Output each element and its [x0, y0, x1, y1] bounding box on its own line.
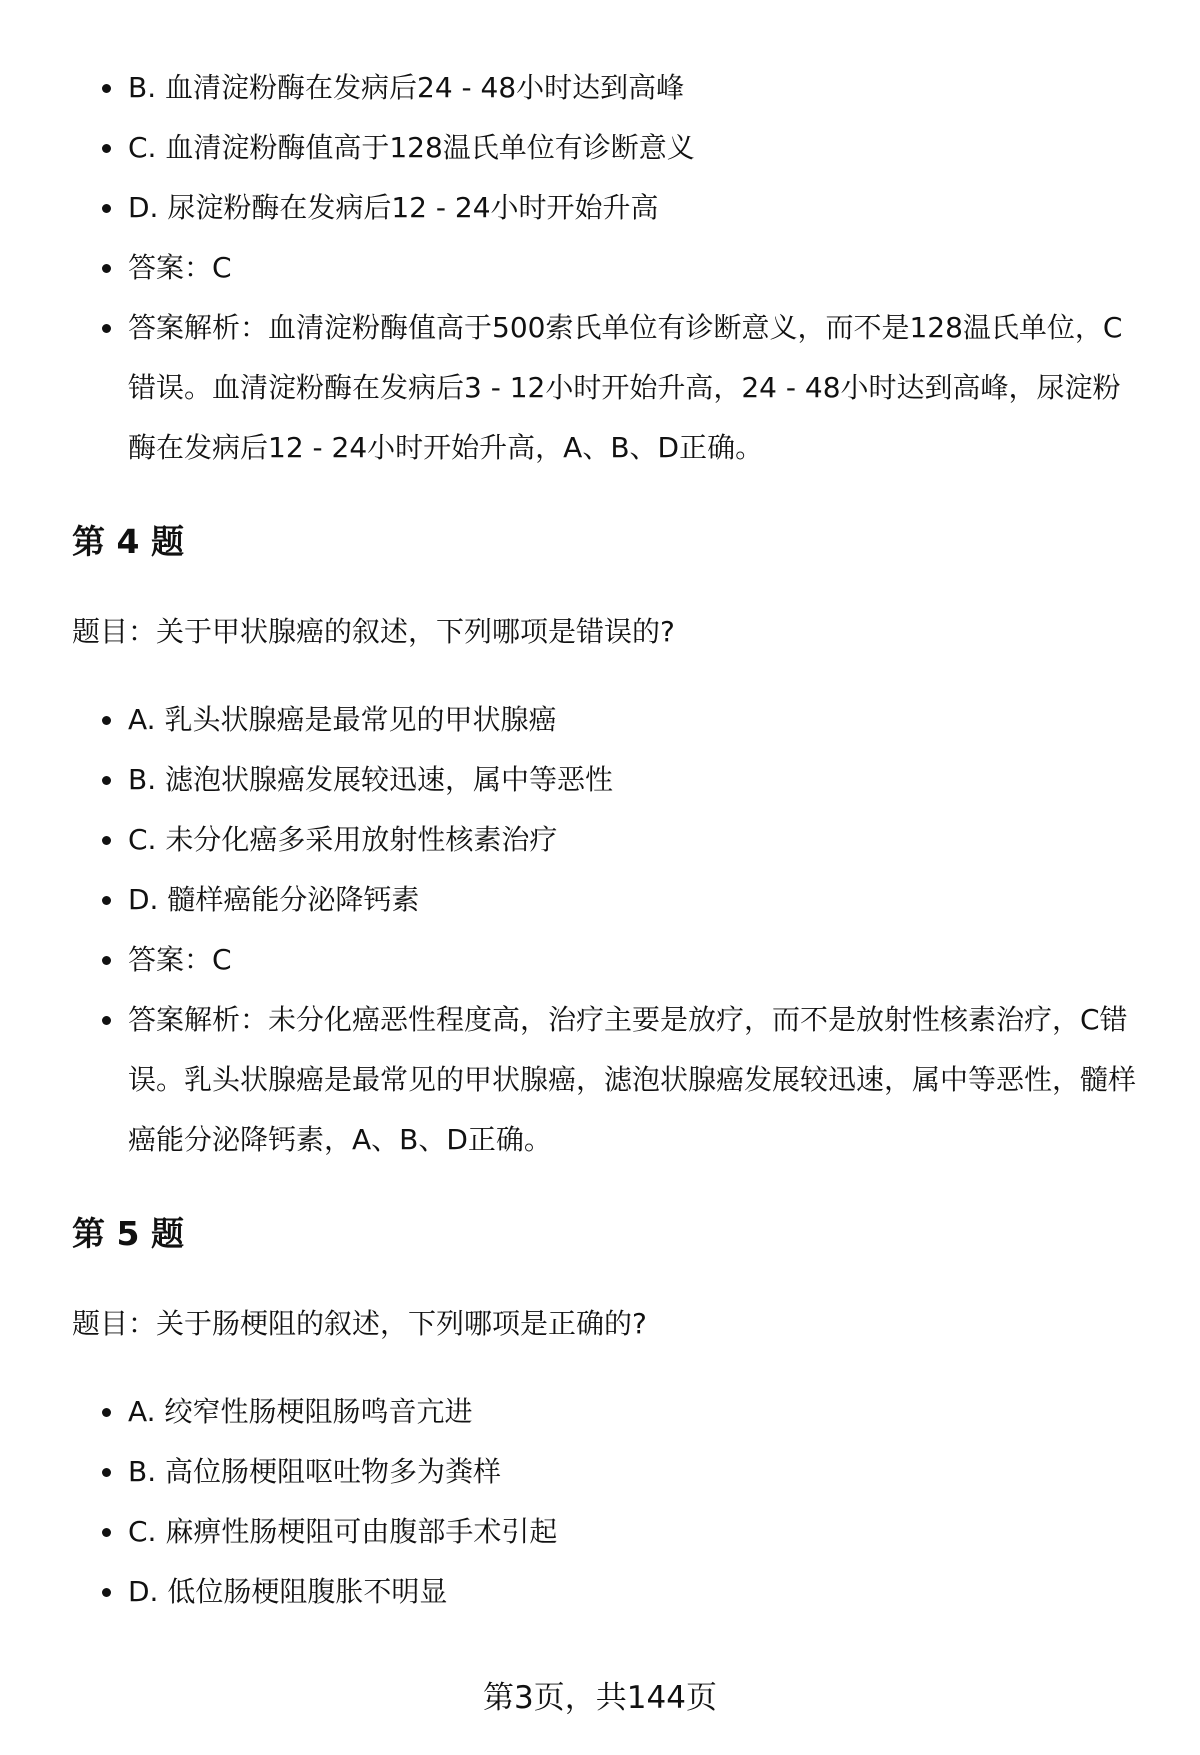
- answer-item: 答案：C: [72, 930, 1140, 990]
- option-item: D. 低位肠梗阻腹胀不明显: [72, 1562, 1140, 1622]
- option-item: D. 髓样癌能分泌降钙素: [72, 870, 1140, 930]
- option-item: D. 尿淀粉酶在发病后12 - 24小时开始升高: [72, 178, 1140, 238]
- option-item: C. 未分化癌多采用放射性核素治疗: [72, 810, 1140, 870]
- analysis-item: 答案解析：未分化癌恶性程度高，治疗主要是放疗，而不是放射性核素治疗，C错误。乳头状腺癌是最常见的甲状腺癌，滤泡状腺癌发展较迅速，属中等恶性，髓样癌能分泌降钙素，A、B、D正确。: [72, 990, 1140, 1170]
- answer-item: 答案：C: [72, 238, 1140, 298]
- option-item: B. 滤泡状腺癌发展较迅速，属中等恶性: [72, 750, 1140, 810]
- option-item: C. 麻痹性肠梗阻可由腹部手术引起: [72, 1502, 1140, 1562]
- option-item: B. 高位肠梗阻呕吐物多为粪样: [72, 1442, 1140, 1502]
- option-item: C. 血清淀粉酶值高于128温氏单位有诊断意义: [72, 118, 1140, 178]
- option-item: A. 乳头状腺癌是最常见的甲状腺癌: [72, 690, 1140, 750]
- question-heading: 第 4 题: [72, 522, 184, 561]
- option-item: B. 血清淀粉酶在发病后24 - 48小时达到高峰: [72, 58, 1140, 118]
- document-page: [72, 58, 1140, 1622]
- question-heading: 第 5 题: [72, 1214, 184, 1253]
- analysis-item: 答案解析：血清淀粉酶值高于500索氏单位有诊断意义，而不是128温氏单位，C错误。血清淀粉酶在发病后3 - 12小时开始升高，24 - 48小时达到高峰，尿淀粉酶在发病后12 - 24小时开始升高，A、B、D正确。: [72, 298, 1140, 478]
- page-footer: 第3页，共144页: [483, 1680, 717, 1716]
- question-text: 题目：关于肠梗阻的叙述，下列哪项是正确的?: [72, 1307, 647, 1340]
- q5-option-list: [72, 1382, 1140, 1622]
- question-text: 题目：关于甲状腺癌的叙述，下列哪项是错误的?: [72, 615, 675, 648]
- q3-option-list: [72, 58, 1140, 478]
- q4-option-list: [72, 690, 1140, 1170]
- option-item: A. 绞窄性肠梗阻肠鸣音亢进: [72, 1382, 1140, 1442]
